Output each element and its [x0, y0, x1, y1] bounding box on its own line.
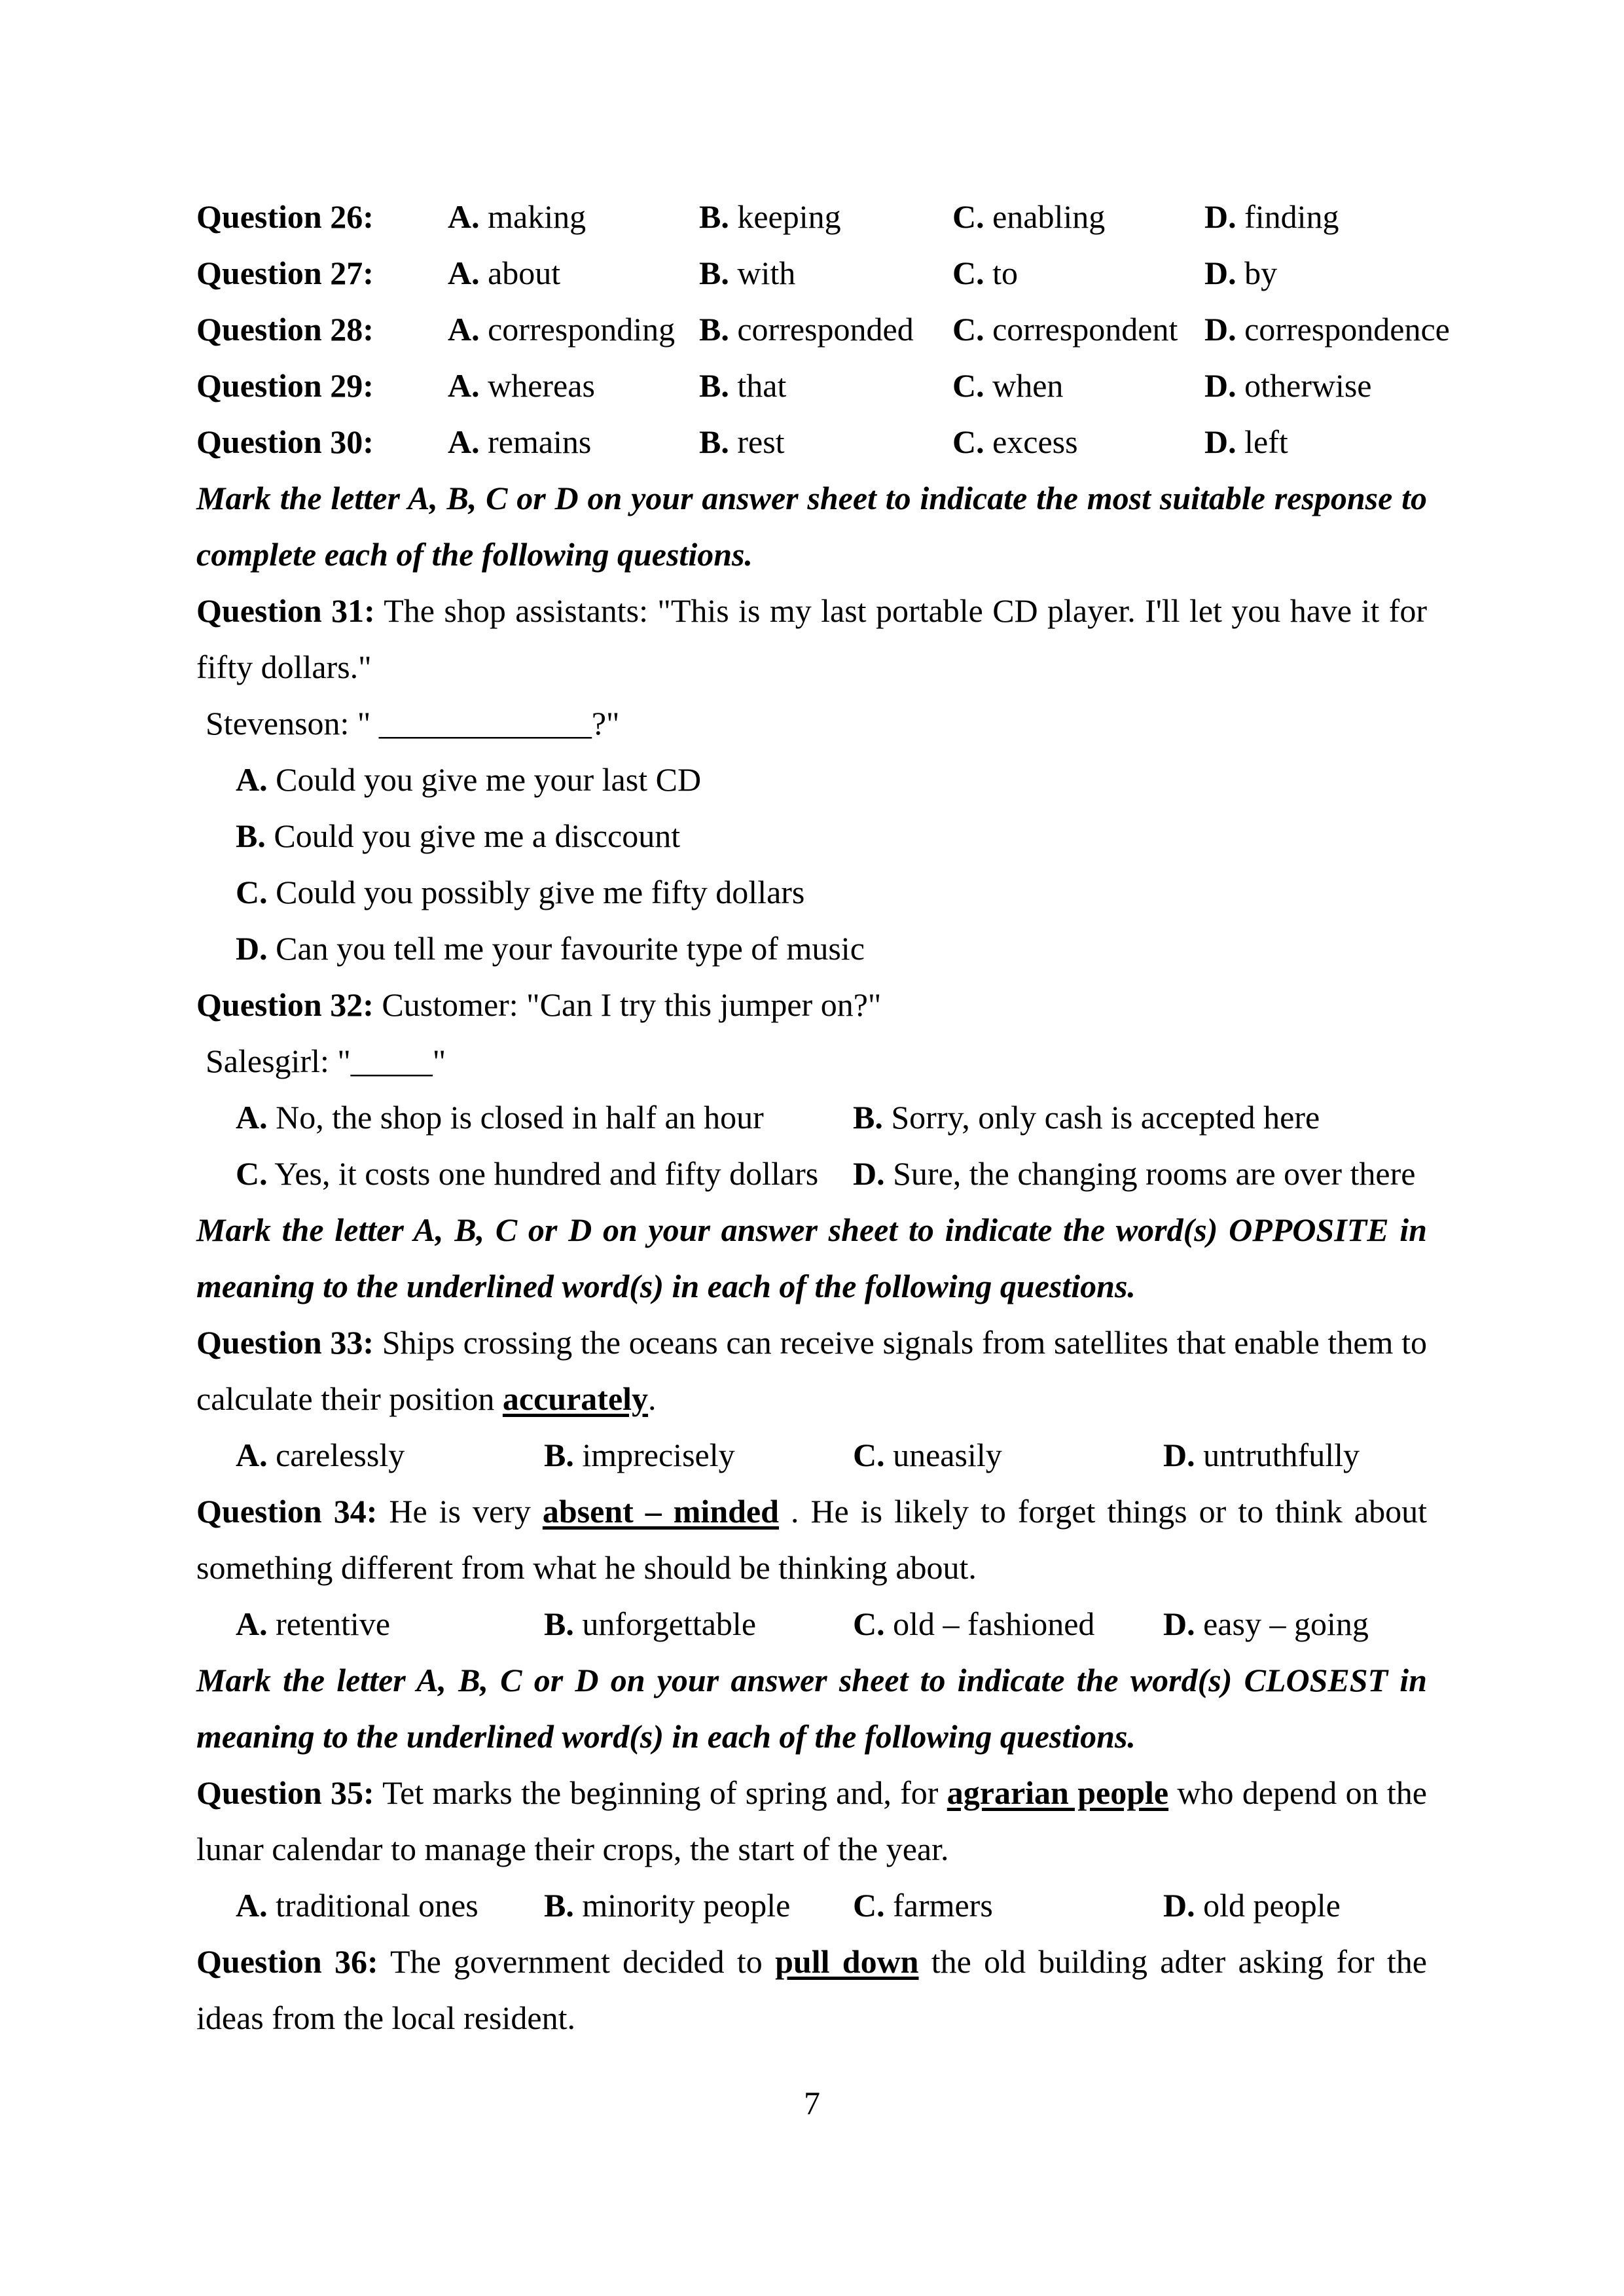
option-d: D. by: [1204, 255, 1278, 291]
question-33: Question 33: Ships crossing the oceans can receive signals from satellites that enable them to calculate their position accurately.: [196, 1324, 1427, 1417]
answer-row: [196, 188, 1427, 245]
option-b: B. keeping: [699, 198, 841, 235]
option-d: D. Can you tell me your favourite type of music: [236, 930, 865, 967]
question-label: Question 33:: [196, 1324, 374, 1361]
option-a: A. corresponding: [448, 311, 676, 348]
question-label: Question 36:: [196, 1943, 378, 1980]
question-label: Question 35:: [196, 1774, 374, 1811]
answer-row: [196, 301, 1450, 357]
option-b: B. Sorry, only cash is accepted here: [853, 1099, 1320, 1136]
question-36: Question 36: The government decided to pull down the old building adter asking for the ideas from the local resident.: [196, 1943, 1427, 2036]
underlined-word: accurately: [502, 1380, 649, 1417]
question-label: Question 26:: [196, 198, 374, 235]
underlined-word: agrarian people: [947, 1774, 1169, 1811]
option-a: A. remains: [448, 423, 592, 460]
question-label: Question 32:: [196, 986, 374, 1023]
option-b: B. corresponded: [699, 311, 914, 348]
option-a: A. making: [448, 198, 586, 235]
instruction-opposite: Mark the letter A, B, C or D on your answer sheet to indicate the word(s) OPPOSITE in meaning to the underlined word(s) in each of the following questions.: [196, 1211, 1427, 1304]
option-c: C. when: [952, 367, 1064, 404]
q34-options: [196, 1596, 1427, 1652]
option-d: D. finding: [1204, 198, 1339, 235]
option-b: B. rest: [699, 423, 785, 460]
q32-options-row-2: [196, 1145, 1427, 1202]
option-d: D. easy – going: [1163, 1605, 1369, 1642]
question-label: Question 28:: [196, 311, 374, 348]
option-b: B. minority people: [544, 1887, 791, 1924]
answer-row: [196, 245, 1427, 301]
reply-line: Salesgirl: "_____": [206, 1043, 446, 1079]
option-c: C. enabling: [952, 198, 1106, 235]
option-c: C. correspondent: [952, 311, 1178, 348]
option-b: B. imprecisely: [544, 1437, 735, 1473]
question-34: Question 34: He is very absent – minded . He is likely to forget things or to think about something different from what he should be thinking about.: [196, 1493, 1427, 1586]
option-d: D. untruthfully: [1163, 1437, 1360, 1473]
answer-row: [196, 414, 1427, 470]
option-c: C. to: [952, 255, 1019, 291]
answer-row: [196, 357, 1427, 414]
option-c: C. farmers: [853, 1887, 993, 1924]
underlined-word: absent – minded: [542, 1493, 779, 1530]
question-32: [196, 977, 1427, 1033]
q32-options-row-1: [196, 1089, 1427, 1145]
instruction-response: Mark the letter A, B, C or D on your answer sheet to indicate the most suitable response to complete each of the following questions.: [196, 480, 1427, 573]
question-label: Question 27:: [196, 255, 374, 291]
option-a: A. carelessly: [236, 1437, 405, 1473]
cloze-answer-rows: [196, 188, 1450, 470]
underlined-word: pull down: [775, 1943, 919, 1980]
option-b: B. that: [699, 367, 787, 404]
option-b: B. with: [699, 255, 796, 291]
reply-line: Stevenson: " _____________?": [206, 705, 620, 742]
option-d: D. otherwise: [1204, 367, 1372, 404]
question-text: The shop assistants: "This is my last portable CD player. I'll let you have it for fifty dollars.": [196, 592, 1427, 685]
page-number: 7: [804, 2085, 820, 2121]
instruction-closest: Mark the letter A, B, C or D on your answer sheet to indicate the word(s) CLOSEST in meaning to the underlined word(s) in each of the following questions.: [196, 1662, 1427, 1755]
question-31: [196, 583, 1427, 695]
option-d: D. Sure, the changing rooms are over there: [853, 1155, 1416, 1192]
option-c: C. uneasily: [853, 1437, 1002, 1473]
question-35: Question 35: Tet marks the beginning of spring and, for agrarian people who depend on the lunar calendar to manage their crops, the start of the year.: [196, 1774, 1427, 1867]
option-c: C. Yes, it costs one hundred and fifty dollars: [236, 1155, 819, 1192]
q33-options: [196, 1427, 1427, 1483]
option-a: A. about: [448, 255, 561, 291]
option-b: B. Could you give me a disccount: [236, 817, 681, 854]
option-a: A. Could you give me your last CD: [236, 761, 702, 798]
option-c: C. old – fashioned: [853, 1605, 1095, 1642]
question-label: Question 29:: [196, 367, 374, 404]
question-text: Customer: "Can I try this jumper on?": [373, 986, 882, 1023]
option-d: D. old people: [1163, 1887, 1341, 1924]
option-a: A. traditional ones: [236, 1887, 478, 1924]
q31-options: [196, 751, 1427, 977]
exam-page: [196, 188, 1450, 2046]
option-c: C. excess: [952, 423, 1078, 460]
option-b: B. unforgettable: [544, 1605, 757, 1642]
question-label: Question 34:: [196, 1493, 378, 1530]
option-d: D. correspondence: [1204, 311, 1450, 348]
q35-options: [196, 1877, 1427, 1933]
option-a: A. retentive: [236, 1605, 391, 1642]
question-label: Question 31:: [196, 592, 375, 629]
option-a: A. No, the shop is closed in half an hour: [236, 1099, 764, 1136]
question-label: Question 30:: [196, 423, 374, 460]
option-c: C. Could you possibly give me fifty dollars: [236, 874, 805, 910]
option-d: D. left: [1204, 423, 1288, 460]
option-a: A. whereas: [448, 367, 595, 404]
